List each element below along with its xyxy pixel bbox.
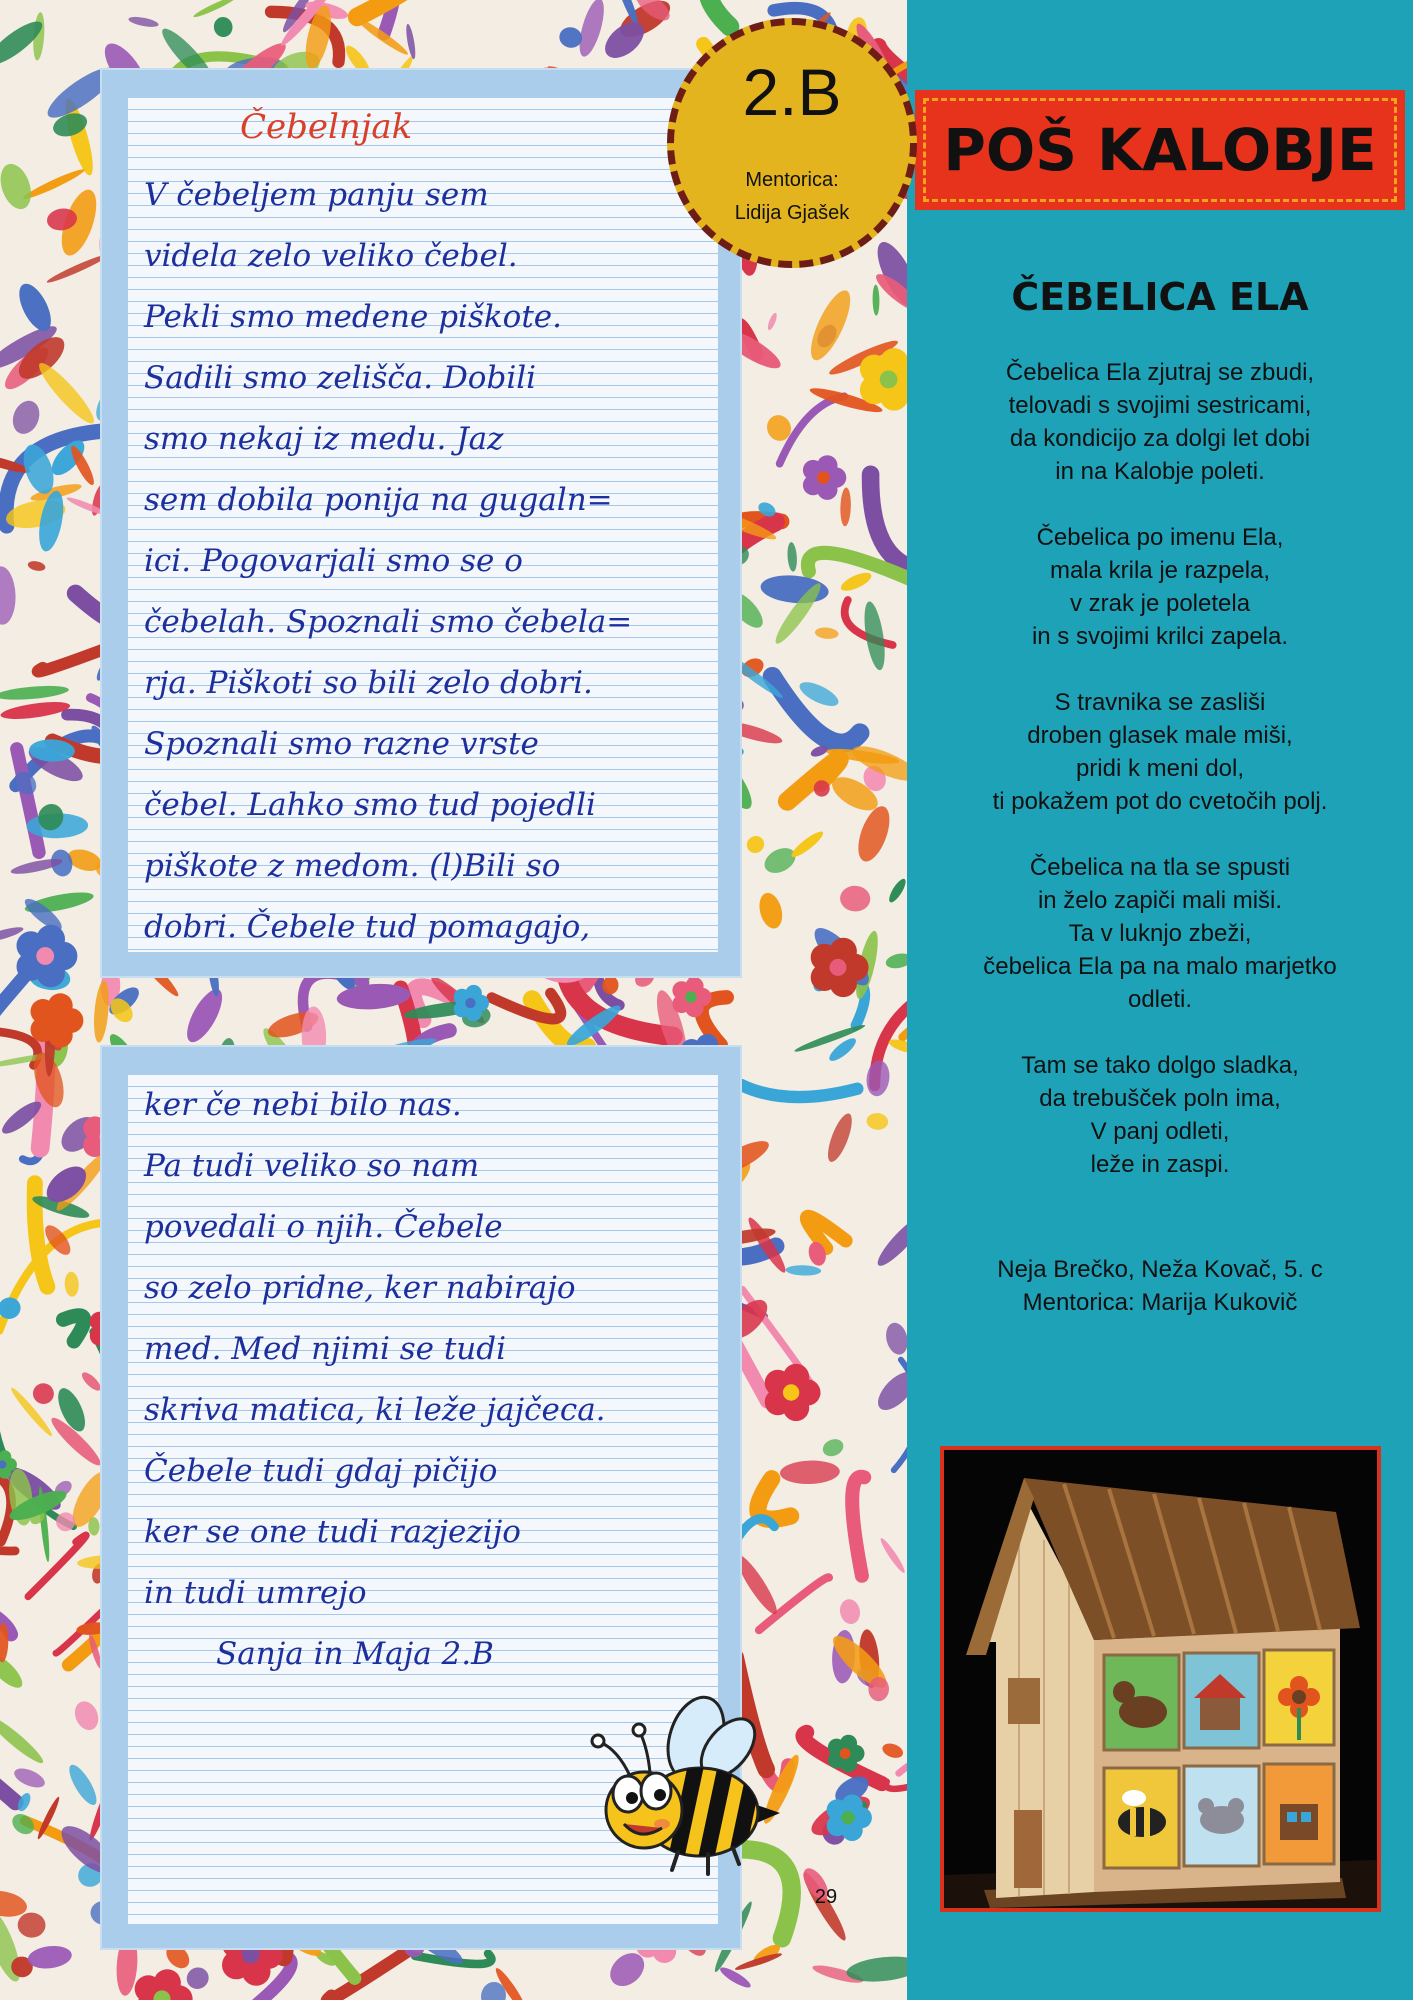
poem-stanza [907, 686, 1413, 818]
class-badge [667, 18, 917, 268]
bee-icon [578, 1690, 788, 1885]
mentor-line: Mentorica: Marija Kukovič [1022, 1289, 1298, 1316]
bee-pupil [654, 1789, 666, 1801]
poem-stanza [907, 356, 1413, 488]
poem-authors [907, 1253, 1413, 1319]
school-banner [915, 90, 1405, 210]
bee-antenna-tip [592, 1735, 604, 1747]
handwritten-line: ker se one tudi razjezijo [144, 1514, 521, 1550]
handwritten-line: med. Med njimi se tudi [144, 1331, 507, 1367]
poem-line: leže in zaspi. [1090, 1151, 1230, 1178]
handwritten-line: V čebeljem panju sem [144, 177, 489, 213]
ruled-paper [128, 98, 718, 952]
beehive-illustration [944, 1450, 1377, 1908]
poem-line: in s svojimi krilci zapela. [1031, 623, 1289, 650]
front-window [1008, 1678, 1040, 1724]
handwritten-text [144, 1075, 712, 1685]
poem-line: Ta v luknjo zbeži, [1068, 920, 1252, 947]
handwritten-text [144, 165, 712, 958]
mentor-label: Mentorica: [745, 169, 839, 191]
banner-title: POŠ KALOBJE [943, 116, 1377, 184]
poem-line: Čebelica na tla se spusti [1029, 854, 1291, 881]
handwritten-title: Čebelnjak [240, 107, 413, 147]
poem-line: v zrak je poletela [1069, 590, 1251, 617]
beehive-photo [940, 1446, 1381, 1912]
handwritten-line: Spoznali smo razne vrste [144, 726, 539, 762]
handwritten-line: čebel. Lahko smo tud pojedli [144, 787, 596, 823]
page-number: 29 [814, 1886, 838, 1908]
handwritten-line: in tudi umrejo [144, 1575, 367, 1611]
poem-line: Tam se tako dolgo sladka, [1021, 1052, 1299, 1079]
poem-line: S travnika se zasliši [1054, 689, 1266, 716]
poem-line: odleti. [1127, 986, 1193, 1013]
pattern-flower [860, 348, 907, 411]
handwritten-line: rja. Piškoti so bili zelo dobri. [144, 665, 593, 701]
poem-body [907, 356, 1413, 1214]
poem-line: da trebušček poln ima, [1039, 1085, 1281, 1112]
handwritten-line: Pa tudi veliko so nam [144, 1148, 480, 1184]
poem-line: Čebelica Ela zjutraj se zbudi, [1005, 359, 1315, 386]
poem-stanza [907, 521, 1413, 653]
handwritten-line: Pekli smo medene piškote. [144, 299, 562, 335]
poem-line: telovadi s svojimi sestricami, [1008, 392, 1312, 419]
handwritten-line: Sadili smo zelišča. Dobili [144, 360, 537, 396]
bee-antenna [600, 1742, 630, 1776]
authors-line: Neja Brečko, Neža Kovač, 5. c [997, 1256, 1323, 1283]
handwritten-signature: Sanja in Maja 2.B [216, 1636, 494, 1672]
handwritten-line: dobri. Čebele tud pomagajo, [144, 909, 591, 945]
handwritten-line: skriva matica, ki leže jajčeca. [144, 1392, 606, 1428]
mentor-name: Lidija Gjašek [734, 202, 850, 224]
bee-antenna-tip [633, 1724, 645, 1736]
handwritten-line: povedali o njih. Čebele [144, 1209, 503, 1245]
poem-line: V panj odleti, [1090, 1118, 1230, 1145]
front-door [1014, 1810, 1042, 1888]
poem-line: čebelica Ela pa na malo marjetko [983, 953, 1337, 980]
poem-line: pridi k meni dol, [1075, 755, 1245, 782]
handwritten-line: ker če nebi bilo nas. [144, 1087, 462, 1123]
poem-line: Čebelica po imenu Ela, [1036, 524, 1284, 551]
bee-antenna [640, 1732, 650, 1773]
handwritten-line: čebelah. Spoznali smo čebela= [144, 604, 633, 640]
bee-pupil [626, 1792, 638, 1804]
handwritten-line: videla zelo veliko čebel. [144, 238, 518, 274]
poem-stanza [907, 1049, 1413, 1181]
handwritten-line: ici. Pogovarjali smo se o [144, 543, 523, 579]
handwritten-line: sem dobila ponija na gugaln= [144, 482, 613, 518]
poem-line: in na Kalobje poleti. [1055, 458, 1265, 485]
notebook-page-top [100, 68, 742, 978]
poem-line: da kondicijo za dolgi let dobi [1009, 425, 1311, 452]
poem-line: mala krila je razpela, [1049, 557, 1271, 584]
poem-title: ČEBELICA ELA [1011, 275, 1309, 319]
poem-line: droben glasek male miši, [1027, 722, 1293, 749]
handwritten-line: so zelo pridne, ker nabirajo [144, 1270, 576, 1306]
class-label: 2.B [742, 55, 842, 129]
poem-line: in želo zapiči mali miši. [1037, 887, 1283, 914]
handwritten-line: smo nekaj iz medu. Jaz [144, 421, 504, 457]
poem-line: ti pokažem pot do cvetočih polj. [992, 788, 1328, 815]
poem-stanza [907, 851, 1413, 1016]
handwritten-line: piškote z medom. (l)Bili so [144, 848, 561, 884]
handwritten-line: Čebele tudi gdaj pičijo [144, 1453, 498, 1489]
